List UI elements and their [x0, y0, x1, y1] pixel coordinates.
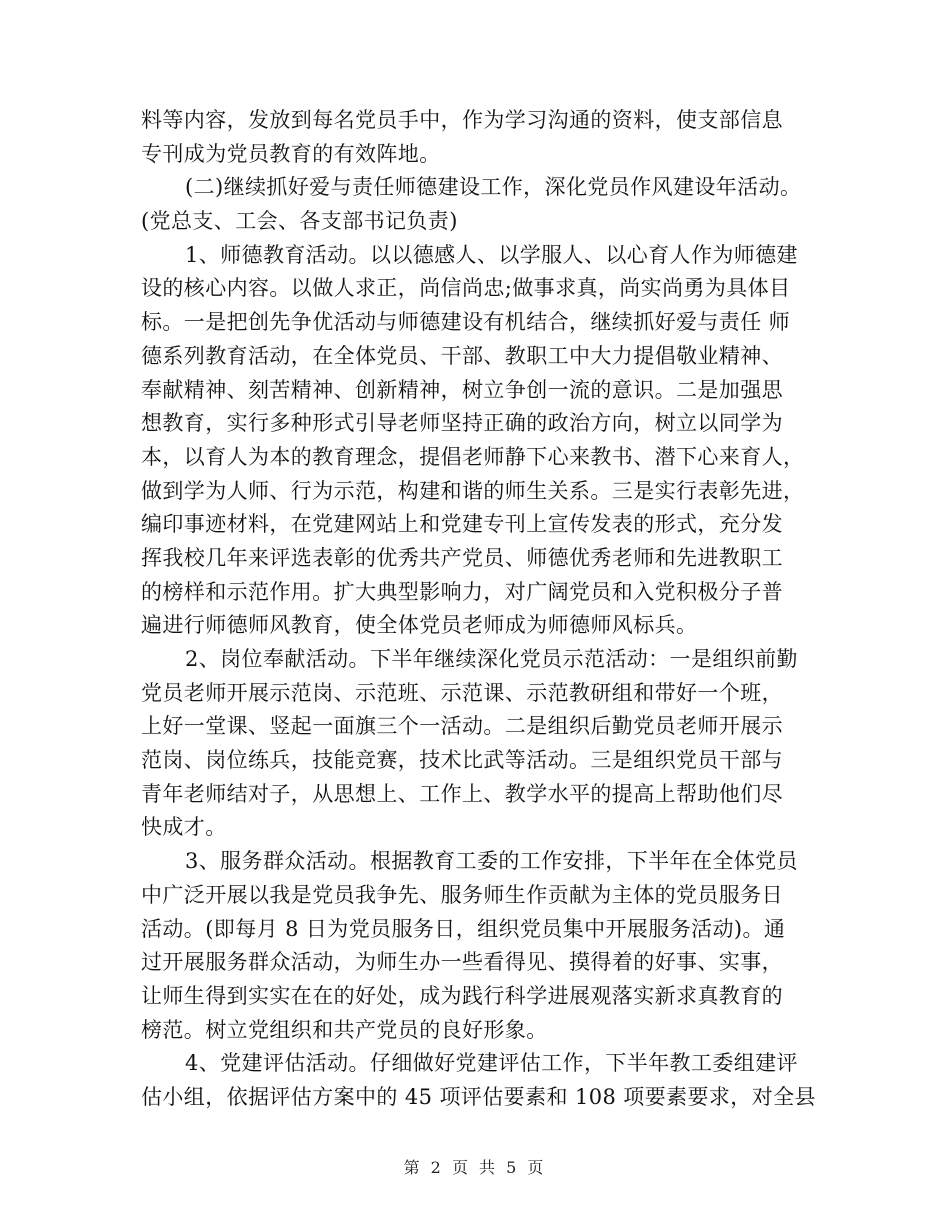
text-line: 挥我校几年来评选表彰的优秀共产党员、师德优秀老师和先进教职工 [141, 545, 783, 570]
text-line: 编印事迹材料，在党建网站上和党建专刊上宣传发表的形式，充分发 [141, 512, 783, 537]
text-line: 青年老师结对子，从思想上、工作上、教学水平的提高上帮助他们尽 [141, 781, 783, 806]
text-line: 榜范。树立党组织和共产党员的良好形象。 [141, 1017, 548, 1042]
text-line: 让师生得到实实在在的好处，成为践行科学进展观落实新求真教育的 [141, 983, 783, 1008]
text-line: 做到学为人师、行为示范，构建和谐的师生关系。三是实行表彰先进， [141, 478, 805, 503]
text-line: 活动。(即每月 8 日为党员服务日，组织党员集中开展服务活动)。通 [141, 916, 786, 941]
text-line: 党员老师开展示范岗、示范班、示范课、示范教研组和带好一个班， [141, 680, 783, 705]
text-line: 的榜样和示范作用。扩大典型影响力，对广阔党员和入党积极分子普 [141, 579, 783, 604]
paragraph-2-start: 2、岗位奉献活动。下半年继续深化党员示范活动：一是组织前勤 [185, 647, 798, 671]
text-line: 奉献精神、刻苦精神、创新精神，树立争创一流的意识。二是加强思 [141, 377, 783, 402]
paragraph-3-start: 3、服务群众活动。根据教育工委的工作安排，下半年在全体党员 [185, 849, 798, 874]
text-line: 估小组，依据评估方案中的 45 项评估要素和 108 项要素要求，对全县 [141, 1084, 816, 1109]
text-line: 过开展服务群众活动，为师生办一些看得见、摸得着的好事、实事， [141, 950, 783, 975]
body-text [141, 104, 816, 1115]
paragraph-1-start: 1、师德教育活动。以以德感人、以学服人、以心育人作为师德建 [185, 242, 798, 267]
text-line: 标。一是把创先争优活动与师德建设有机结合，继续抓好爱与责任 师 [141, 310, 791, 335]
paragraph-4-start: 4、党建评估活动。仔细做好党建评估工作，下半年教工委组建评 [185, 1051, 798, 1076]
text-line: 料等内容，发放到每名党员手中，作为学习沟通的资料，使支部信息 [141, 108, 783, 132]
text-line: 德系列教育活动，在全体党员、干部、教职工中大力提倡敬业精神、 [141, 343, 783, 368]
section-heading: (二)继续抓好爱与责任师德建设工作，深化党员作风建设年活动。 [185, 175, 802, 200]
page-number-footer: 第 2 页 共 5 页 [403, 1158, 547, 1177]
text-line: 上好一堂课、竖起一面旗三个一活动。二是组织后勤党员老师开展示 [141, 714, 783, 739]
text-line: 遍进行师德师风教育，使全体党员老师成为师德师风标兵。 [141, 613, 698, 638]
text-line: 范岗、岗位练兵，技能竞赛，技术比武等活动。三是组织党员干部与 [141, 748, 783, 773]
text-line: 本，以育人为本的教育理念，提倡老师静下心来教书、潜下心来育人， [141, 444, 805, 469]
section-heading-note: (党总支、工会、各支部书记负责) [141, 209, 458, 234]
text-line: 快成才。 [141, 815, 227, 840]
text-line: 设的核心内容。以做人求正，尚信尚忠;做事求真，尚实尚勇为具体目 [141, 276, 791, 301]
text-line: 中广泛开展以我是党员我争先、服务师生作贡献为主体的党员服务日 [141, 882, 783, 907]
text-line: 想教育，实行多种形式引导老师坚持正确的政治方向，树立以同学为 [141, 411, 783, 436]
text-line: 专刊成为党员教育的有效阵地。 [141, 141, 441, 166]
